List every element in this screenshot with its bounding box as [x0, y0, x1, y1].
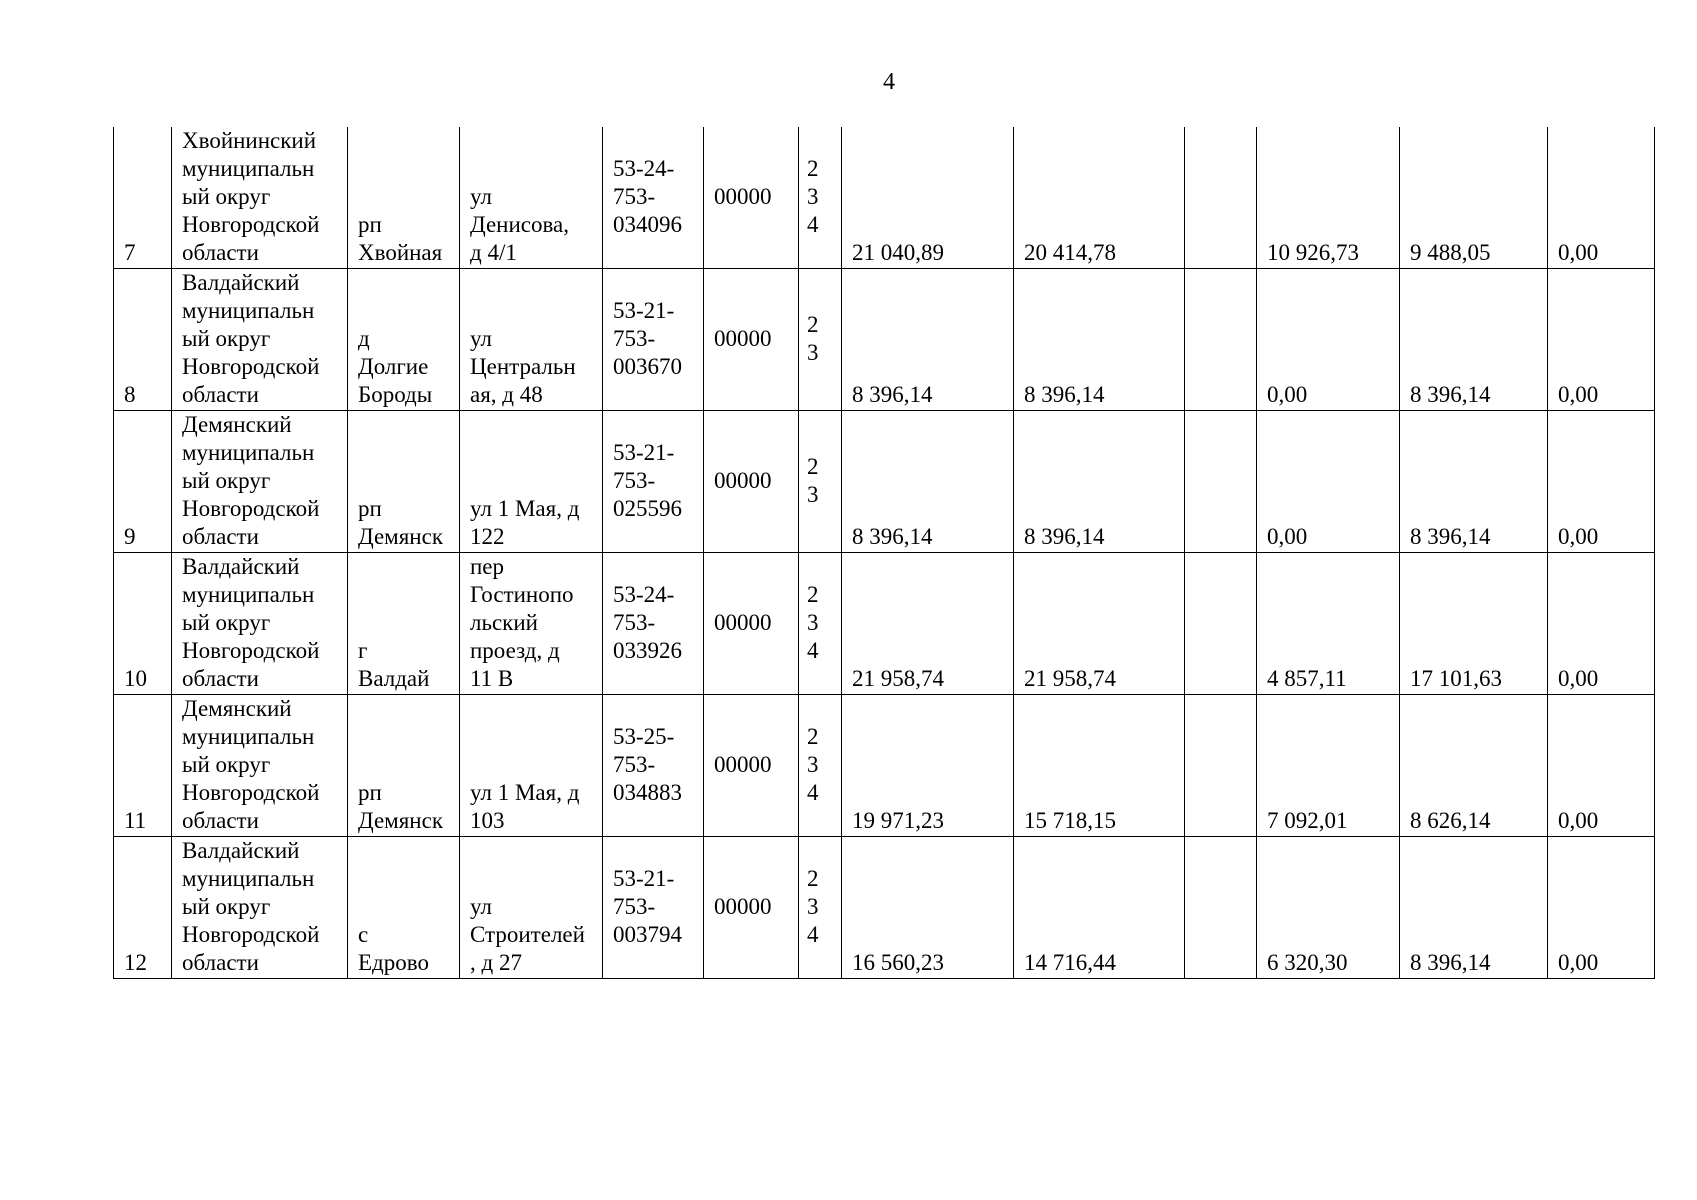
district-line: Новгородской — [182, 780, 320, 805]
settlement — [358, 779, 459, 835]
settlement — [358, 637, 459, 693]
sum-total-cell — [842, 269, 1014, 411]
oktmo-cell — [603, 837, 704, 979]
sum-fund-cell — [1014, 553, 1185, 695]
address-line: , д 27 — [470, 950, 522, 975]
work-types-line: 3 — [807, 610, 819, 635]
address-line: пер — [470, 554, 505, 579]
sum-fund: 21 958,74 — [1024, 666, 1116, 691]
code-cell — [704, 837, 799, 979]
code-cell — [704, 127, 799, 269]
sum-total-cell — [842, 695, 1014, 837]
work-types — [807, 453, 841, 509]
settlement-cell — [348, 837, 460, 979]
oktmo-code-line: 034096 — [613, 212, 682, 237]
address-line: Строителей — [470, 922, 585, 947]
oktmo-code — [613, 439, 703, 523]
sum-a: 10 926,73 — [1267, 240, 1359, 265]
address-line: проезд, д — [470, 638, 560, 663]
district-line: муниципальн — [182, 866, 315, 891]
sum-b: 8 396,14 — [1410, 950, 1491, 975]
oktmo-code — [613, 155, 703, 239]
settlement-line: Долгие — [358, 354, 429, 379]
settlement-line: Валдай — [358, 666, 430, 691]
sum-empty-cell — [1185, 837, 1257, 979]
address-cell — [460, 269, 603, 411]
settlement — [358, 325, 459, 409]
sum-total: 8 396,14 — [852, 382, 933, 407]
table-body — [114, 127, 1655, 979]
district-line: Новгородской — [182, 496, 320, 521]
row-number: 7 — [124, 240, 136, 265]
code-cell — [704, 695, 799, 837]
oktmo-code-line: 53-21- — [613, 440, 675, 465]
district-line: Валдайский — [182, 554, 300, 579]
district-line: Новгородской — [182, 922, 320, 947]
program-table — [113, 127, 1655, 979]
work-types — [807, 723, 841, 807]
sum-fund: 8 396,14 — [1024, 382, 1105, 407]
settlement-cell — [348, 127, 460, 269]
district — [182, 127, 347, 267]
sum-empty-cell — [1185, 411, 1257, 553]
code-cell — [704, 553, 799, 695]
address — [470, 495, 602, 551]
address — [470, 325, 602, 409]
district-line: области — [182, 666, 259, 691]
district-cell — [172, 695, 348, 837]
sum-total: 19 971,23 — [852, 808, 944, 833]
address-line: ул — [470, 894, 492, 919]
address — [470, 553, 602, 693]
district-line: области — [182, 524, 259, 549]
address — [470, 779, 602, 835]
work-types-line: 2 — [807, 866, 819, 891]
oktmo-code-line: 753- — [613, 468, 656, 493]
district-cell — [172, 127, 348, 269]
sum-total-cell — [842, 553, 1014, 695]
settlement-line: д — [358, 326, 370, 351]
address-cell — [460, 127, 603, 269]
settlement-line: г — [358, 638, 368, 663]
address-cell — [460, 695, 603, 837]
sum-c-cell — [1548, 837, 1655, 979]
work-types-line: 3 — [807, 752, 819, 777]
row-number-cell — [114, 695, 172, 837]
district-line: Новгородской — [182, 354, 320, 379]
settlement-line: рп — [358, 212, 382, 237]
district — [182, 837, 347, 977]
district-line: муниципальн — [182, 724, 315, 749]
address-line: 11 В — [470, 666, 514, 691]
district-line: ый округ — [182, 610, 271, 635]
work-types-line: 4 — [807, 780, 819, 805]
oktmo-code-line: 003670 — [613, 354, 682, 379]
works-cell — [799, 411, 842, 553]
district-line: Валдайский — [182, 838, 300, 863]
sum-fund-cell — [1014, 411, 1185, 553]
district-line: области — [182, 808, 259, 833]
work-types — [807, 311, 841, 367]
sum-c: 0,00 — [1558, 950, 1599, 975]
address-line: Денисова, — [470, 212, 570, 237]
district-line: области — [182, 240, 259, 265]
oktmo-cell — [603, 695, 704, 837]
sum-c-cell — [1548, 127, 1655, 269]
sum-b: 8 626,14 — [1410, 808, 1491, 833]
oktmo-code-line: 53-24- — [613, 582, 675, 607]
table-row — [114, 695, 1655, 837]
work-types-line: 2 — [807, 156, 819, 181]
district-line: муниципальн — [182, 582, 315, 607]
sum-fund: 20 414,78 — [1024, 240, 1116, 265]
sum-a-cell — [1257, 553, 1400, 695]
address-cell — [460, 411, 603, 553]
district-cell — [172, 553, 348, 695]
district-line: Новгородской — [182, 638, 320, 663]
settlement-line: Демянск — [358, 808, 444, 833]
work-types — [807, 155, 841, 239]
sum-total: 21 040,89 — [852, 240, 944, 265]
settlement-line: Демянск — [358, 524, 444, 549]
sum-empty-cell — [1185, 269, 1257, 411]
settlement-line: рп — [358, 496, 382, 521]
district-cell — [172, 411, 348, 553]
table-row — [114, 127, 1655, 269]
sum-a: 6 320,30 — [1267, 950, 1348, 975]
work-types-line: 3 — [807, 184, 819, 209]
oktmo-code-line: 003794 — [613, 922, 682, 947]
table-row — [114, 553, 1655, 695]
oktmo-code-line: 753- — [613, 610, 656, 635]
district-cell — [172, 269, 348, 411]
oktmo-code-line: 53-24- — [613, 156, 675, 181]
sum-b: 8 396,14 — [1410, 524, 1491, 549]
sum-a-cell — [1257, 837, 1400, 979]
oktmo-cell — [603, 127, 704, 269]
district — [182, 411, 347, 551]
sum-a: 0,00 — [1267, 382, 1308, 407]
settlement-cell — [348, 553, 460, 695]
works-cell — [799, 553, 842, 695]
sum-b-cell — [1400, 269, 1548, 411]
row-number: 12 — [124, 950, 147, 975]
object-code: 00000 — [714, 184, 772, 209]
oktmo-code-line: 753- — [613, 752, 656, 777]
address-line: ул — [470, 184, 492, 209]
district-line: Демянский — [182, 412, 292, 437]
code-cell — [704, 411, 799, 553]
oktmo-code-line: 033926 — [613, 638, 682, 663]
sum-a-cell — [1257, 411, 1400, 553]
sum-c-cell — [1548, 553, 1655, 695]
row-number-cell — [114, 411, 172, 553]
sum-total: 21 958,74 — [852, 666, 944, 691]
sum-fund-cell — [1014, 695, 1185, 837]
row-number-cell — [114, 269, 172, 411]
object-code: 00000 — [714, 752, 772, 777]
sum-a: 4 857,11 — [1267, 666, 1347, 691]
sum-c: 0,00 — [1558, 808, 1599, 833]
settlement-line: рп — [358, 780, 382, 805]
district — [182, 269, 347, 409]
address — [470, 183, 602, 267]
oktmo-code-line: 53-25- — [613, 724, 675, 749]
work-types-line: 4 — [807, 922, 819, 947]
sum-total-cell — [842, 127, 1014, 269]
district-line: ый округ — [182, 894, 271, 919]
district-line: муниципальн — [182, 156, 315, 181]
sum-fund: 15 718,15 — [1024, 808, 1116, 833]
row-number: 8 — [124, 382, 136, 407]
work-types-line: 4 — [807, 638, 819, 663]
district-line: муниципальн — [182, 440, 315, 465]
sum-fund: 8 396,14 — [1024, 524, 1105, 549]
address — [470, 893, 602, 977]
sum-fund-cell — [1014, 837, 1185, 979]
district-line: Хвойнинский — [182, 128, 317, 153]
row-number-cell — [114, 553, 172, 695]
sum-fund-cell — [1014, 269, 1185, 411]
work-types-line: 2 — [807, 312, 819, 337]
sum-b-cell — [1400, 553, 1548, 695]
table-row — [114, 411, 1655, 553]
district-line: муниципальн — [182, 298, 315, 323]
district — [182, 553, 347, 693]
works-cell — [799, 695, 842, 837]
sum-a: 0,00 — [1267, 524, 1308, 549]
sum-a: 7 092,01 — [1267, 808, 1348, 833]
settlement-line: с — [358, 922, 369, 947]
district-line: Демянский — [182, 696, 292, 721]
oktmo-code-line: 753- — [613, 326, 656, 351]
sum-b: 17 101,63 — [1410, 666, 1502, 691]
district-line: ый округ — [182, 468, 271, 493]
settlement-cell — [348, 695, 460, 837]
row-number: 11 — [124, 808, 147, 833]
district-line: ый округ — [182, 326, 271, 351]
object-code: 00000 — [714, 610, 772, 635]
oktmo-code — [613, 297, 703, 381]
district — [182, 695, 347, 835]
row-number: 10 — [124, 666, 147, 691]
sum-a-cell — [1257, 269, 1400, 411]
sum-empty-cell — [1185, 695, 1257, 837]
sum-b-cell — [1400, 695, 1548, 837]
table-row — [114, 269, 1655, 411]
settlement — [358, 495, 459, 551]
oktmo-code — [613, 865, 703, 949]
object-code: 00000 — [714, 326, 772, 351]
sum-total-cell — [842, 837, 1014, 979]
district-line: ый округ — [182, 752, 271, 777]
sum-c-cell — [1548, 695, 1655, 837]
oktmo-code — [613, 723, 703, 807]
work-types-line: 3 — [807, 482, 819, 507]
sum-fund: 14 716,44 — [1024, 950, 1116, 975]
sum-c: 0,00 — [1558, 382, 1599, 407]
address-line: Гостинопо — [470, 582, 574, 607]
settlement-line: Едрово — [358, 950, 429, 975]
sum-b-cell — [1400, 411, 1548, 553]
work-types-line: 3 — [807, 894, 819, 919]
row-number-cell — [114, 127, 172, 269]
sum-b: 8 396,14 — [1410, 382, 1491, 407]
work-types-line: 4 — [807, 212, 819, 237]
sum-a-cell — [1257, 127, 1400, 269]
address-line: 122 — [470, 524, 505, 549]
sum-empty-cell — [1185, 553, 1257, 695]
oktmo-code-line: 025596 — [613, 496, 682, 521]
table-row — [114, 837, 1655, 979]
sum-fund-cell — [1014, 127, 1185, 269]
sum-total: 8 396,14 — [852, 524, 933, 549]
oktmo-cell — [603, 269, 704, 411]
work-types — [807, 865, 841, 949]
address-cell — [460, 553, 603, 695]
oktmo-code-line: 53-21- — [613, 298, 675, 323]
address-line: ул — [470, 326, 492, 351]
object-code: 00000 — [714, 468, 772, 493]
sum-empty-cell — [1185, 127, 1257, 269]
sum-c-cell — [1548, 411, 1655, 553]
district-line: Валдайский — [182, 270, 300, 295]
settlement-cell — [348, 411, 460, 553]
address-line: ул 1 Мая, д — [470, 496, 580, 521]
oktmo-code-line: 753- — [613, 894, 656, 919]
work-types-line: 2 — [807, 724, 819, 749]
work-types-line: 2 — [807, 582, 819, 607]
district-line: ый округ — [182, 184, 271, 209]
settlement-cell — [348, 269, 460, 411]
sum-c: 0,00 — [1558, 240, 1599, 265]
district-line: области — [182, 950, 259, 975]
works-cell — [799, 269, 842, 411]
address-line: Центральн — [470, 354, 576, 379]
address-cell — [460, 837, 603, 979]
settlement-line: Хвойная — [358, 240, 443, 265]
settlement — [358, 211, 459, 267]
sum-a-cell — [1257, 695, 1400, 837]
address-line: ая, д 48 — [470, 382, 543, 407]
district-cell — [172, 837, 348, 979]
settlement — [358, 921, 459, 977]
sum-total-cell — [842, 411, 1014, 553]
district-line: Новгородской — [182, 212, 320, 237]
sum-c: 0,00 — [1558, 666, 1599, 691]
works-cell — [799, 127, 842, 269]
row-number: 9 — [124, 524, 136, 549]
sum-b-cell — [1400, 127, 1548, 269]
sum-b-cell — [1400, 837, 1548, 979]
code-cell — [704, 269, 799, 411]
district-line: области — [182, 382, 259, 407]
row-number-cell — [114, 837, 172, 979]
oktmo-cell — [603, 553, 704, 695]
sum-b: 9 488,05 — [1410, 240, 1491, 265]
settlement-line: Бороды — [358, 382, 433, 407]
address-line: льский — [470, 610, 538, 635]
oktmo-code-line: 753- — [613, 184, 656, 209]
sum-c-cell — [1548, 269, 1655, 411]
oktmo-code-line: 53-21- — [613, 866, 675, 891]
object-code: 00000 — [714, 894, 772, 919]
work-types — [807, 581, 841, 665]
works-cell — [799, 837, 842, 979]
work-types-line: 3 — [807, 340, 819, 365]
oktmo-cell — [603, 411, 704, 553]
address-line: д 4/1 — [470, 240, 517, 265]
oktmo-code-line: 034883 — [613, 780, 682, 805]
address-line: ул 1 Мая, д — [470, 780, 580, 805]
address-line: 103 — [470, 808, 505, 833]
sum-total: 16 560,23 — [852, 950, 944, 975]
sum-c: 0,00 — [1558, 524, 1599, 549]
work-types-line: 2 — [807, 454, 819, 479]
oktmo-code — [613, 581, 703, 665]
page-number: 4 — [883, 69, 895, 95]
